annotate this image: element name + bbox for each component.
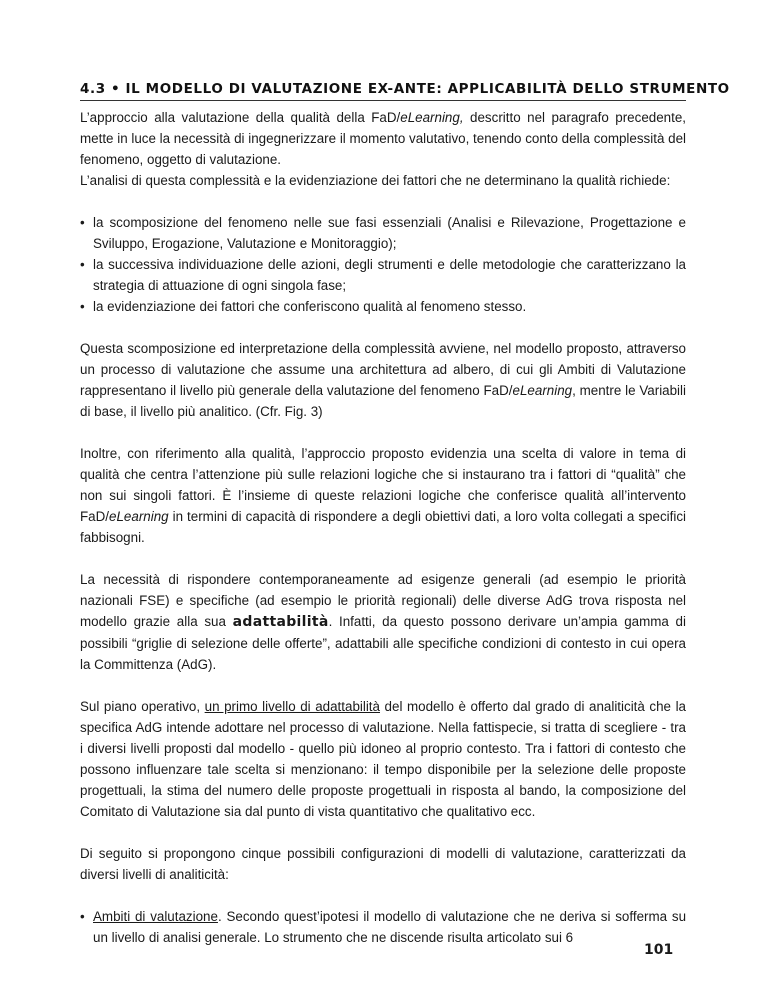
underlined-term: Ambiti di valutazione xyxy=(93,909,218,924)
page-number: 101 xyxy=(644,942,674,958)
paragraph-6 xyxy=(80,696,686,822)
text-run: , mentre le Variabili di base, il livello più analitico. (Cfr. Fig. 3) xyxy=(80,383,686,419)
text-run: . Infatti, da questo possono derivare un’ampia gamma di possibili “griglie di selezione delle offerte”, adattabili alle specifiche condizioni di contesto in cui opera la Committenza (AdG). xyxy=(80,614,686,672)
text-run: Questa scomposizione ed interpretazione della complessità avviene, nel modello proposto, attraverso un processo di valutazione che assume una architettura ad albero, di cui gli Ambiti di Valutazione rappresentano il livello più generale della valutazione del fenomeno FaD/ xyxy=(80,341,686,398)
list-item: • la scomposizione del fenomeno nelle sue fasi essenziali (Analisi e Rilevazione, Progettazione e Sviluppo, Erogazione, Valutazione e Monitoraggio); xyxy=(80,212,686,254)
section-heading: 4.3 • IL MODELLO DI VALUTAZIONE EX-ANTE: APPLICABILITÀ DELLO STRUMENTO xyxy=(80,81,686,101)
italic-term: eLearning xyxy=(109,509,169,524)
text-run: Sul piano operativo, xyxy=(80,699,205,714)
paragraph-5 xyxy=(80,569,686,675)
text-run: descritto nel paragrafo precedente, mette in luce la necessità di ingegnerizzare il momento valutativo, tenendo conto della complessità del fenomeno, oggetto di valutazione. xyxy=(80,110,686,167)
paragraph-7: Di seguito si propongono cinque possibili configurazioni di modelli di valutazione, caratterizzati da diversi livelli di analiticità: xyxy=(80,846,686,882)
text-run: del modello è offerto dal grado di analiticità che la specifica AdG intende adottare nel processo di valutazione. Nella fattispecie, si tratta di scegliere - tra i diversi livelli proposti dal modello - quello più idoneo al proprio contesto. Tra i fattori di contesto che possono influenzare tale scelta si menzionano: il tempo disponibile per la selezione delle proposte progettuali, la stima del numero delle proposte progettuali in risposta al bando, la composizione del Comitato di Valutazione sia dal punto di vista quantitativo che qualitativo ecc. xyxy=(80,699,686,819)
text-run: in termini di capacità di rispondere a degli obiettivi dati, a loro volta collegati a specifici fabbisogni. xyxy=(80,509,686,545)
text-run: Inoltre, con riferimento alla qualità, l’approccio proposto evidenzia una scelta di valore in tema di qualità che centra l’attenzione più sulle relazioni logiche che si instaurano tra i fattori di “qualità” che non sui singoli fattori. È l’insieme di queste relazioni logiche che conferisce qualità all’intervento FaD/ xyxy=(80,446,686,524)
list-item: • la successiva individuazione delle azioni, degli strumenti e delle metodologie che caratterizzano la strategia di attuazione di ogni singola fase; xyxy=(80,254,686,296)
text-run: . Secondo quest’ipotesi il modello di valutazione che ne deriva si sofferma su un livello di analisi generale. Lo strumento che ne discende risulta articolato sui 6 xyxy=(93,909,687,945)
paragraph-1 xyxy=(80,107,686,170)
paragraph-2: L’analisi di questa complessità e la evidenziazione dei fattori che ne determinano la qualità richiede: xyxy=(80,173,671,188)
bullet-list-2 xyxy=(80,906,686,948)
text-run: L’approccio alla valutazione della qualità della FaD/ xyxy=(80,110,401,125)
paragraph-3 xyxy=(80,338,686,422)
underlined-term: un primo livello di adattabilità xyxy=(204,699,380,714)
list-item: • la evidenziazione dei fattori che conferiscono qualità al fenomeno stesso. xyxy=(80,296,686,317)
italic-term: eLearning, xyxy=(400,110,464,125)
text-run: La necessità di rispondere contemporaneamente ad esigenze generali (ad esempio le priorità nazionali FSE) e specifiche (ad esempio le priorità regionali) delle diverse AdG trova risposta nel modello grazie alla sua xyxy=(80,572,686,629)
list-item xyxy=(80,906,686,948)
paragraph-4 xyxy=(80,443,686,548)
page-content xyxy=(80,81,730,948)
bold-term: adattabilità xyxy=(232,614,329,630)
bullet-list-1 xyxy=(80,212,686,317)
italic-term: eLearning xyxy=(512,383,573,398)
